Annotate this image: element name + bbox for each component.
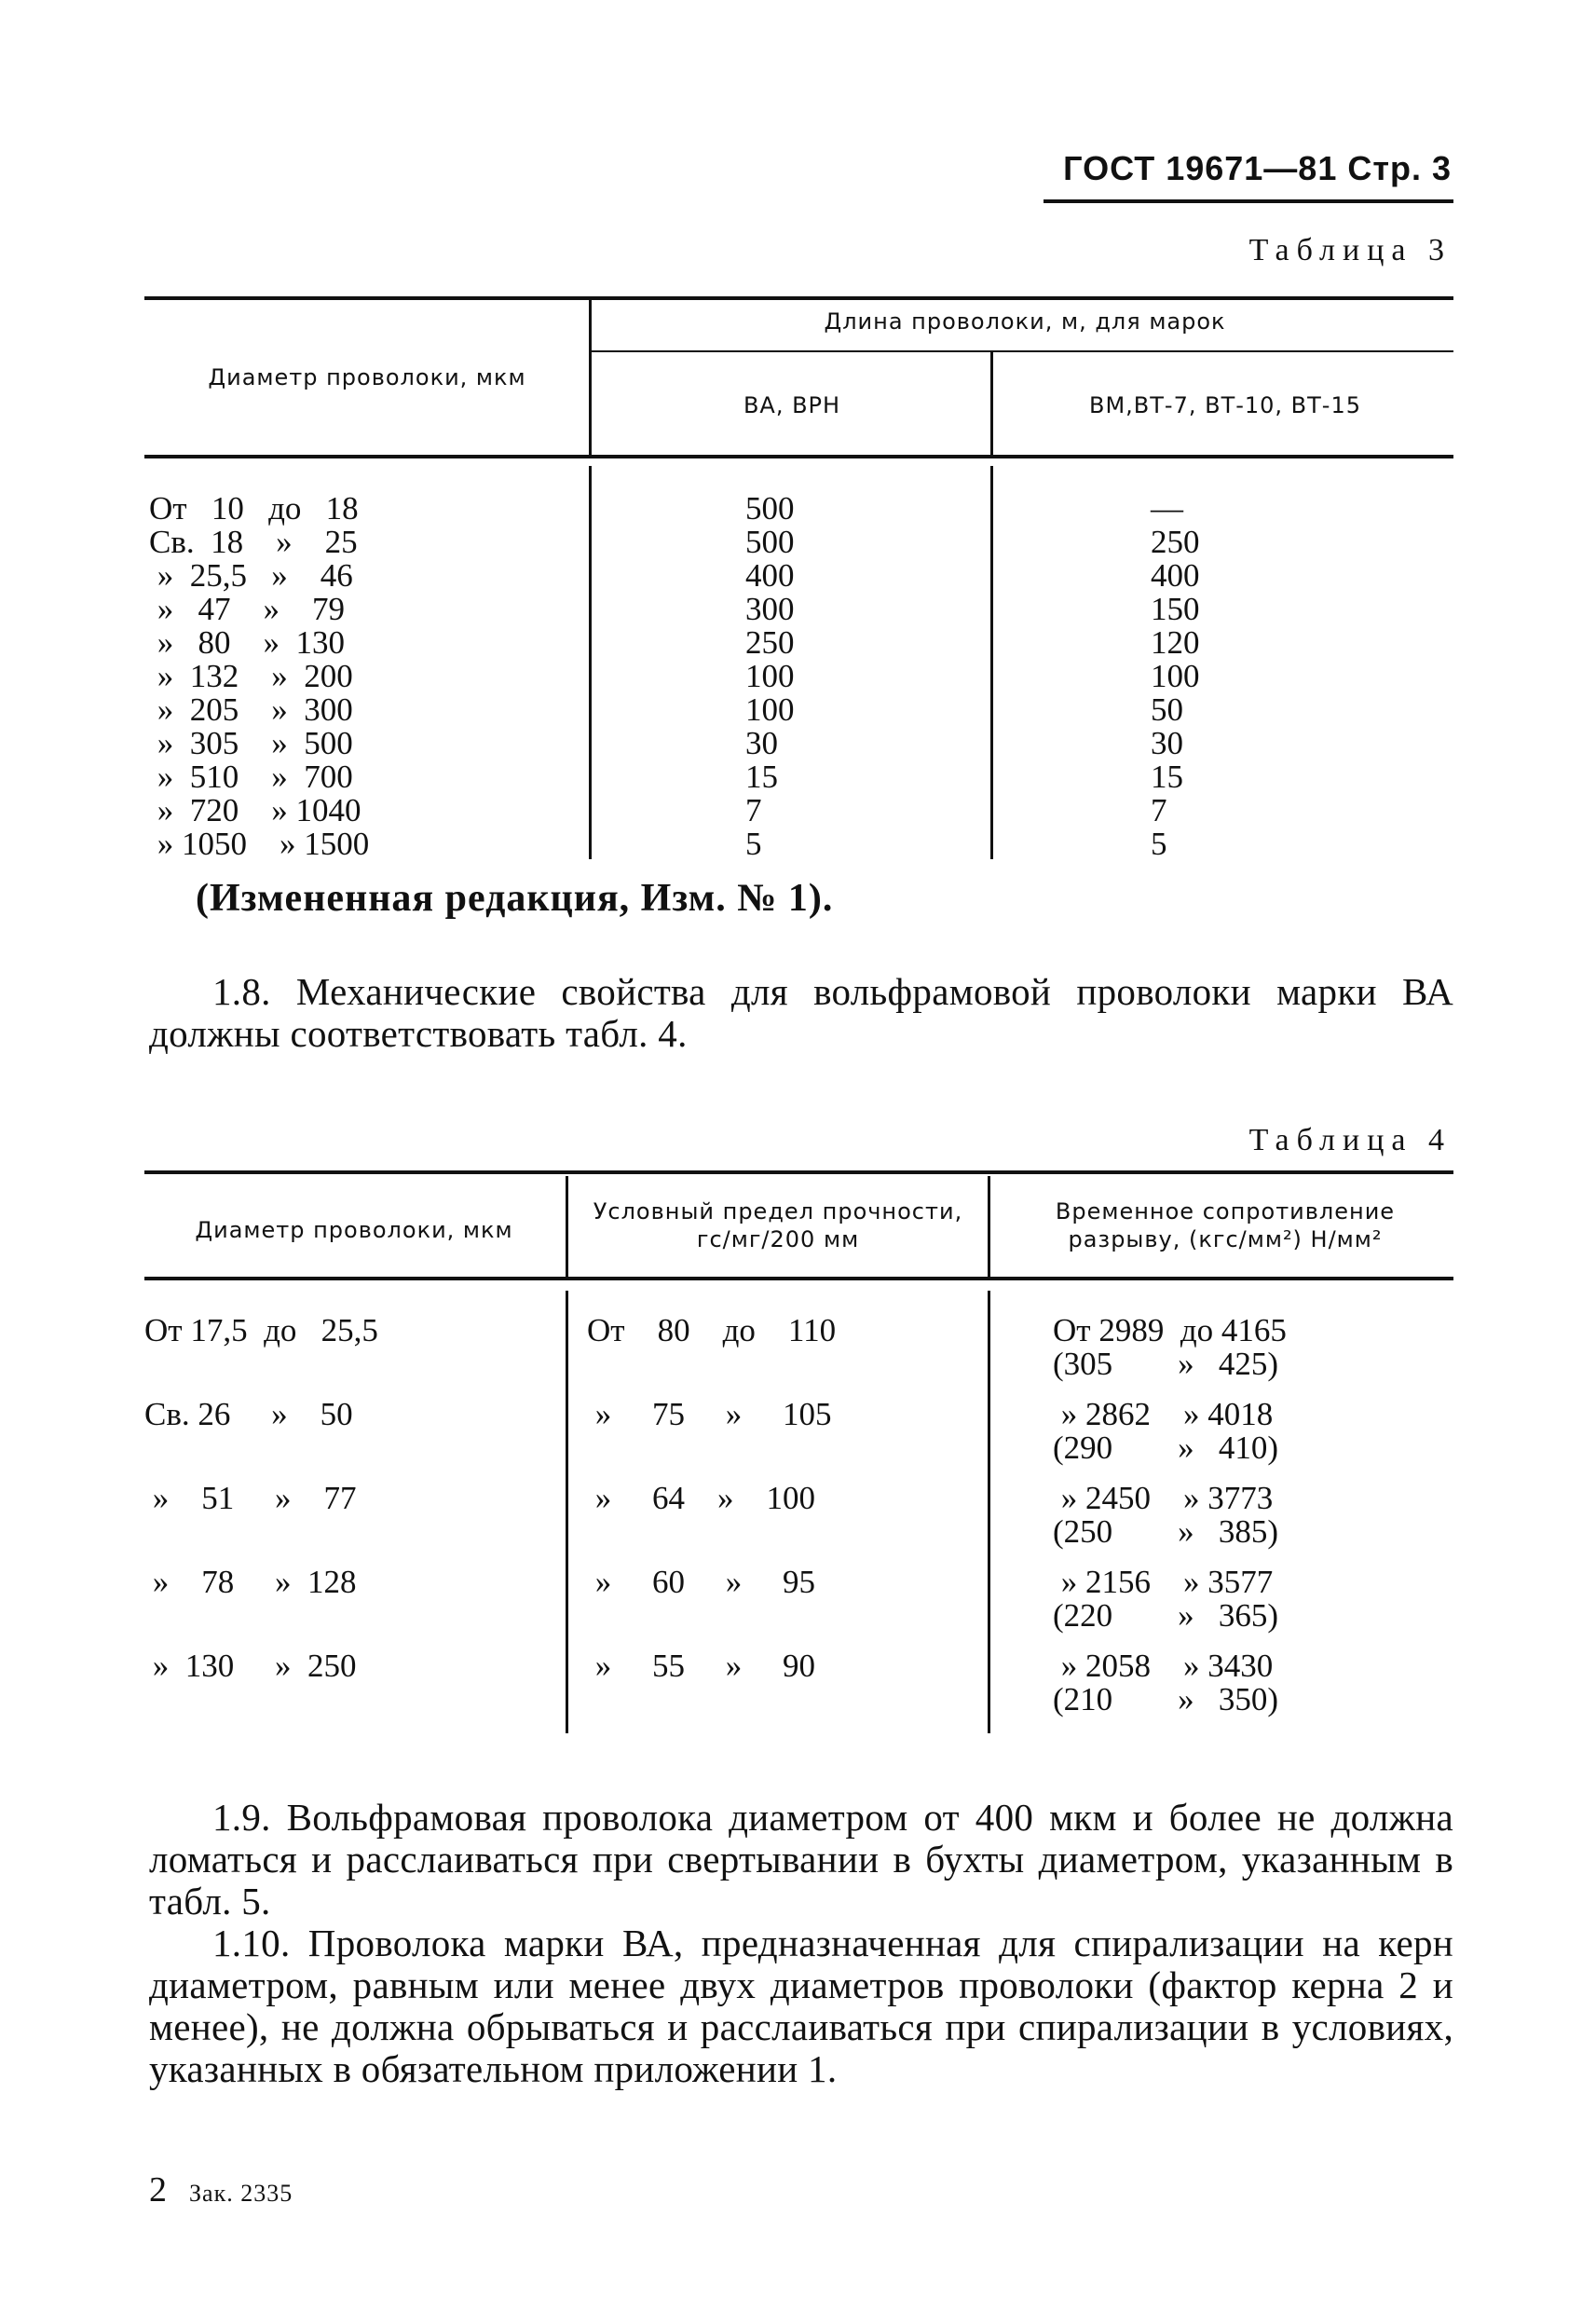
- paragraph-1-10-text: 1.10. Проволока марки ВА, предназначенная для спирализации на керн диаметром, равным или менее двух диаметров проволоки (фактор керна 2 и менее), не должна обрываться и расслаиваться при спирализации в условиях, указанных в обязательном приложении 1.: [149, 1922, 1453, 2090]
- table3-cell-a: 100: [745, 691, 795, 728]
- table4-cell-strength: » 75 » 105: [587, 1396, 832, 1432]
- table3-vline-1: [589, 300, 592, 457]
- table4-head-vline-2: [988, 1176, 990, 1277]
- paragraph-1-9-text: 1.9. Вольфрамовая проволока диаметром от 400 мкм и более не должна ломаться и расслаиваться при свертывании в бухты диаметром, указанным в табл. 5.: [149, 1796, 1453, 1922]
- table3-header-grade-b: ВМ,ВТ-7, ВТ-10, ВТ-15: [1088, 392, 1362, 418]
- table4-cell-resistance-si: От 2989 до 4165: [1053, 1312, 1287, 1348]
- table3-cell-a: 400: [745, 557, 795, 594]
- table3-cell-b: 150: [1151, 591, 1200, 627]
- table3-row: » 132 » 200: [149, 658, 353, 694]
- table3-vline-2: [990, 352, 993, 457]
- order-number: Зак. 2335: [189, 2180, 293, 2207]
- table4-cell-resistance-kgf: (220 » 365): [1053, 1597, 1279, 1634]
- table3-cell-a: 250: [745, 624, 795, 661]
- paragraph-1-10: [149, 1922, 1453, 2090]
- table4-row: » 78 » 128: [144, 1564, 357, 1600]
- table3-header-diameter: Диаметр проволоки, мкм: [208, 364, 526, 390]
- table4-cell-resistance-kgf: (290 » 410): [1053, 1430, 1279, 1466]
- table4-body-vline-1: [566, 1291, 568, 1733]
- table3-header-grade-a: ВА, ВРН: [743, 392, 841, 418]
- table4-cell-resistance-kgf: (210 » 350): [1053, 1681, 1279, 1717]
- table3-row: » 305 » 500: [149, 725, 353, 761]
- table4-cell-strength: » 55 » 90: [587, 1648, 815, 1684]
- table3-cell-b: 50: [1151, 691, 1183, 728]
- paragraph-1-8: [149, 971, 1453, 1055]
- table4-header-strength: Условный предел прочности, гс/мг/200 мм: [593, 1198, 963, 1252]
- table3-top-rule: [144, 296, 1453, 300]
- amendment-note: (Измененная редакция, Изм. № 1).: [196, 877, 834, 920]
- table3-row: » 1050 » 1500: [149, 826, 370, 862]
- table3-cell-a: 7: [745, 792, 762, 828]
- table3-cell-b: 400: [1151, 557, 1200, 594]
- table4-cell-strength: » 64 » 100: [587, 1480, 815, 1516]
- table3-subhead-rule: [591, 350, 1453, 352]
- table3-cell-b: 100: [1151, 658, 1200, 694]
- table3-cell-a: 500: [745, 524, 795, 560]
- table3-header-length: Длина проволоки, м, для марок: [824, 308, 1226, 335]
- table3-row: Св. 18 » 25: [149, 524, 358, 560]
- table3-row: » 25,5 » 46: [149, 557, 353, 594]
- header-rule: [1044, 199, 1453, 203]
- table3-cell-b: 30: [1151, 725, 1183, 761]
- table3-cell-b: 7: [1151, 792, 1167, 828]
- table4-cell-strength: » 60 » 95: [587, 1564, 815, 1600]
- table3-cell-b: 5: [1151, 826, 1167, 862]
- table3-cell-a: 100: [745, 658, 795, 694]
- table3-cell-b: —: [1151, 490, 1183, 527]
- table3-row: » 80 » 130: [149, 624, 345, 661]
- table4-head-vline-1: [566, 1176, 568, 1277]
- table4-cell-resistance-si: » 2450 » 3773: [1053, 1480, 1274, 1516]
- table3-body-vline-2: [990, 466, 993, 859]
- table4-row: От 17,5 до 25,5: [144, 1312, 378, 1348]
- table3-cell-b: 120: [1151, 624, 1200, 661]
- table3-cell-a: 5: [745, 826, 762, 862]
- page-number: 2: [149, 2170, 167, 2209]
- table3-row: » 720 » 1040: [149, 792, 361, 828]
- paragraph-1-9: [149, 1797, 1453, 1922]
- paragraph-1-8-text: 1.8. Механические свойства для вольфрамовой проволоки марки ВА должны соответствовать табл. 4.: [149, 970, 1453, 1055]
- table3-row: » 47 » 79: [149, 591, 345, 627]
- table4-cell-resistance-kgf: (250 » 385): [1053, 1513, 1279, 1550]
- table3-caption: Таблица 3: [1248, 233, 1452, 267]
- page-header: ГОСТ 19671—81 Стр. 3: [1063, 149, 1452, 187]
- table3-body-vline-1: [589, 466, 592, 859]
- table4-cell-strength: От 80 до 110: [587, 1312, 837, 1348]
- table4-caption: Таблица 4: [1248, 1123, 1452, 1157]
- table3-cell-a: 30: [745, 725, 778, 761]
- table4-row: » 51 » 77: [144, 1480, 357, 1516]
- table3-cell-a: 500: [745, 490, 795, 527]
- table4-header-diameter: Диаметр проволоки, мкм: [195, 1217, 513, 1243]
- table4-cell-resistance-kgf: (305 » 425): [1053, 1346, 1279, 1382]
- table3-cell-a: 300: [745, 591, 795, 627]
- table4-cell-resistance-si: » 2058 » 3430: [1053, 1648, 1274, 1684]
- table3-row: От 10 до 18: [149, 490, 359, 527]
- table3-row: » 510 » 700: [149, 759, 353, 795]
- table3-cell-b: 250: [1151, 524, 1200, 560]
- table4-row: Св. 26 » 50: [144, 1396, 353, 1432]
- page-footer: [149, 2169, 293, 2210]
- table3-row: » 205 » 300: [149, 691, 353, 728]
- table4-header-resistance: Временное сопротивление разрыву, (кгс/мм²) Н/мм²: [1055, 1198, 1396, 1252]
- table3-cell-b: 15: [1151, 759, 1183, 795]
- table4-row: » 130 » 250: [144, 1648, 357, 1684]
- table4-cell-resistance-si: » 2862 » 4018: [1053, 1396, 1274, 1432]
- table4-head-bottom-rule: [144, 1277, 1453, 1280]
- table4-top-rule: [144, 1170, 1453, 1174]
- table4-body-vline-2: [988, 1291, 990, 1733]
- table3-cell-a: 15: [745, 759, 778, 795]
- table4-cell-resistance-si: » 2156 » 3577: [1053, 1564, 1274, 1600]
- table3-head-bottom-rule: [144, 455, 1453, 458]
